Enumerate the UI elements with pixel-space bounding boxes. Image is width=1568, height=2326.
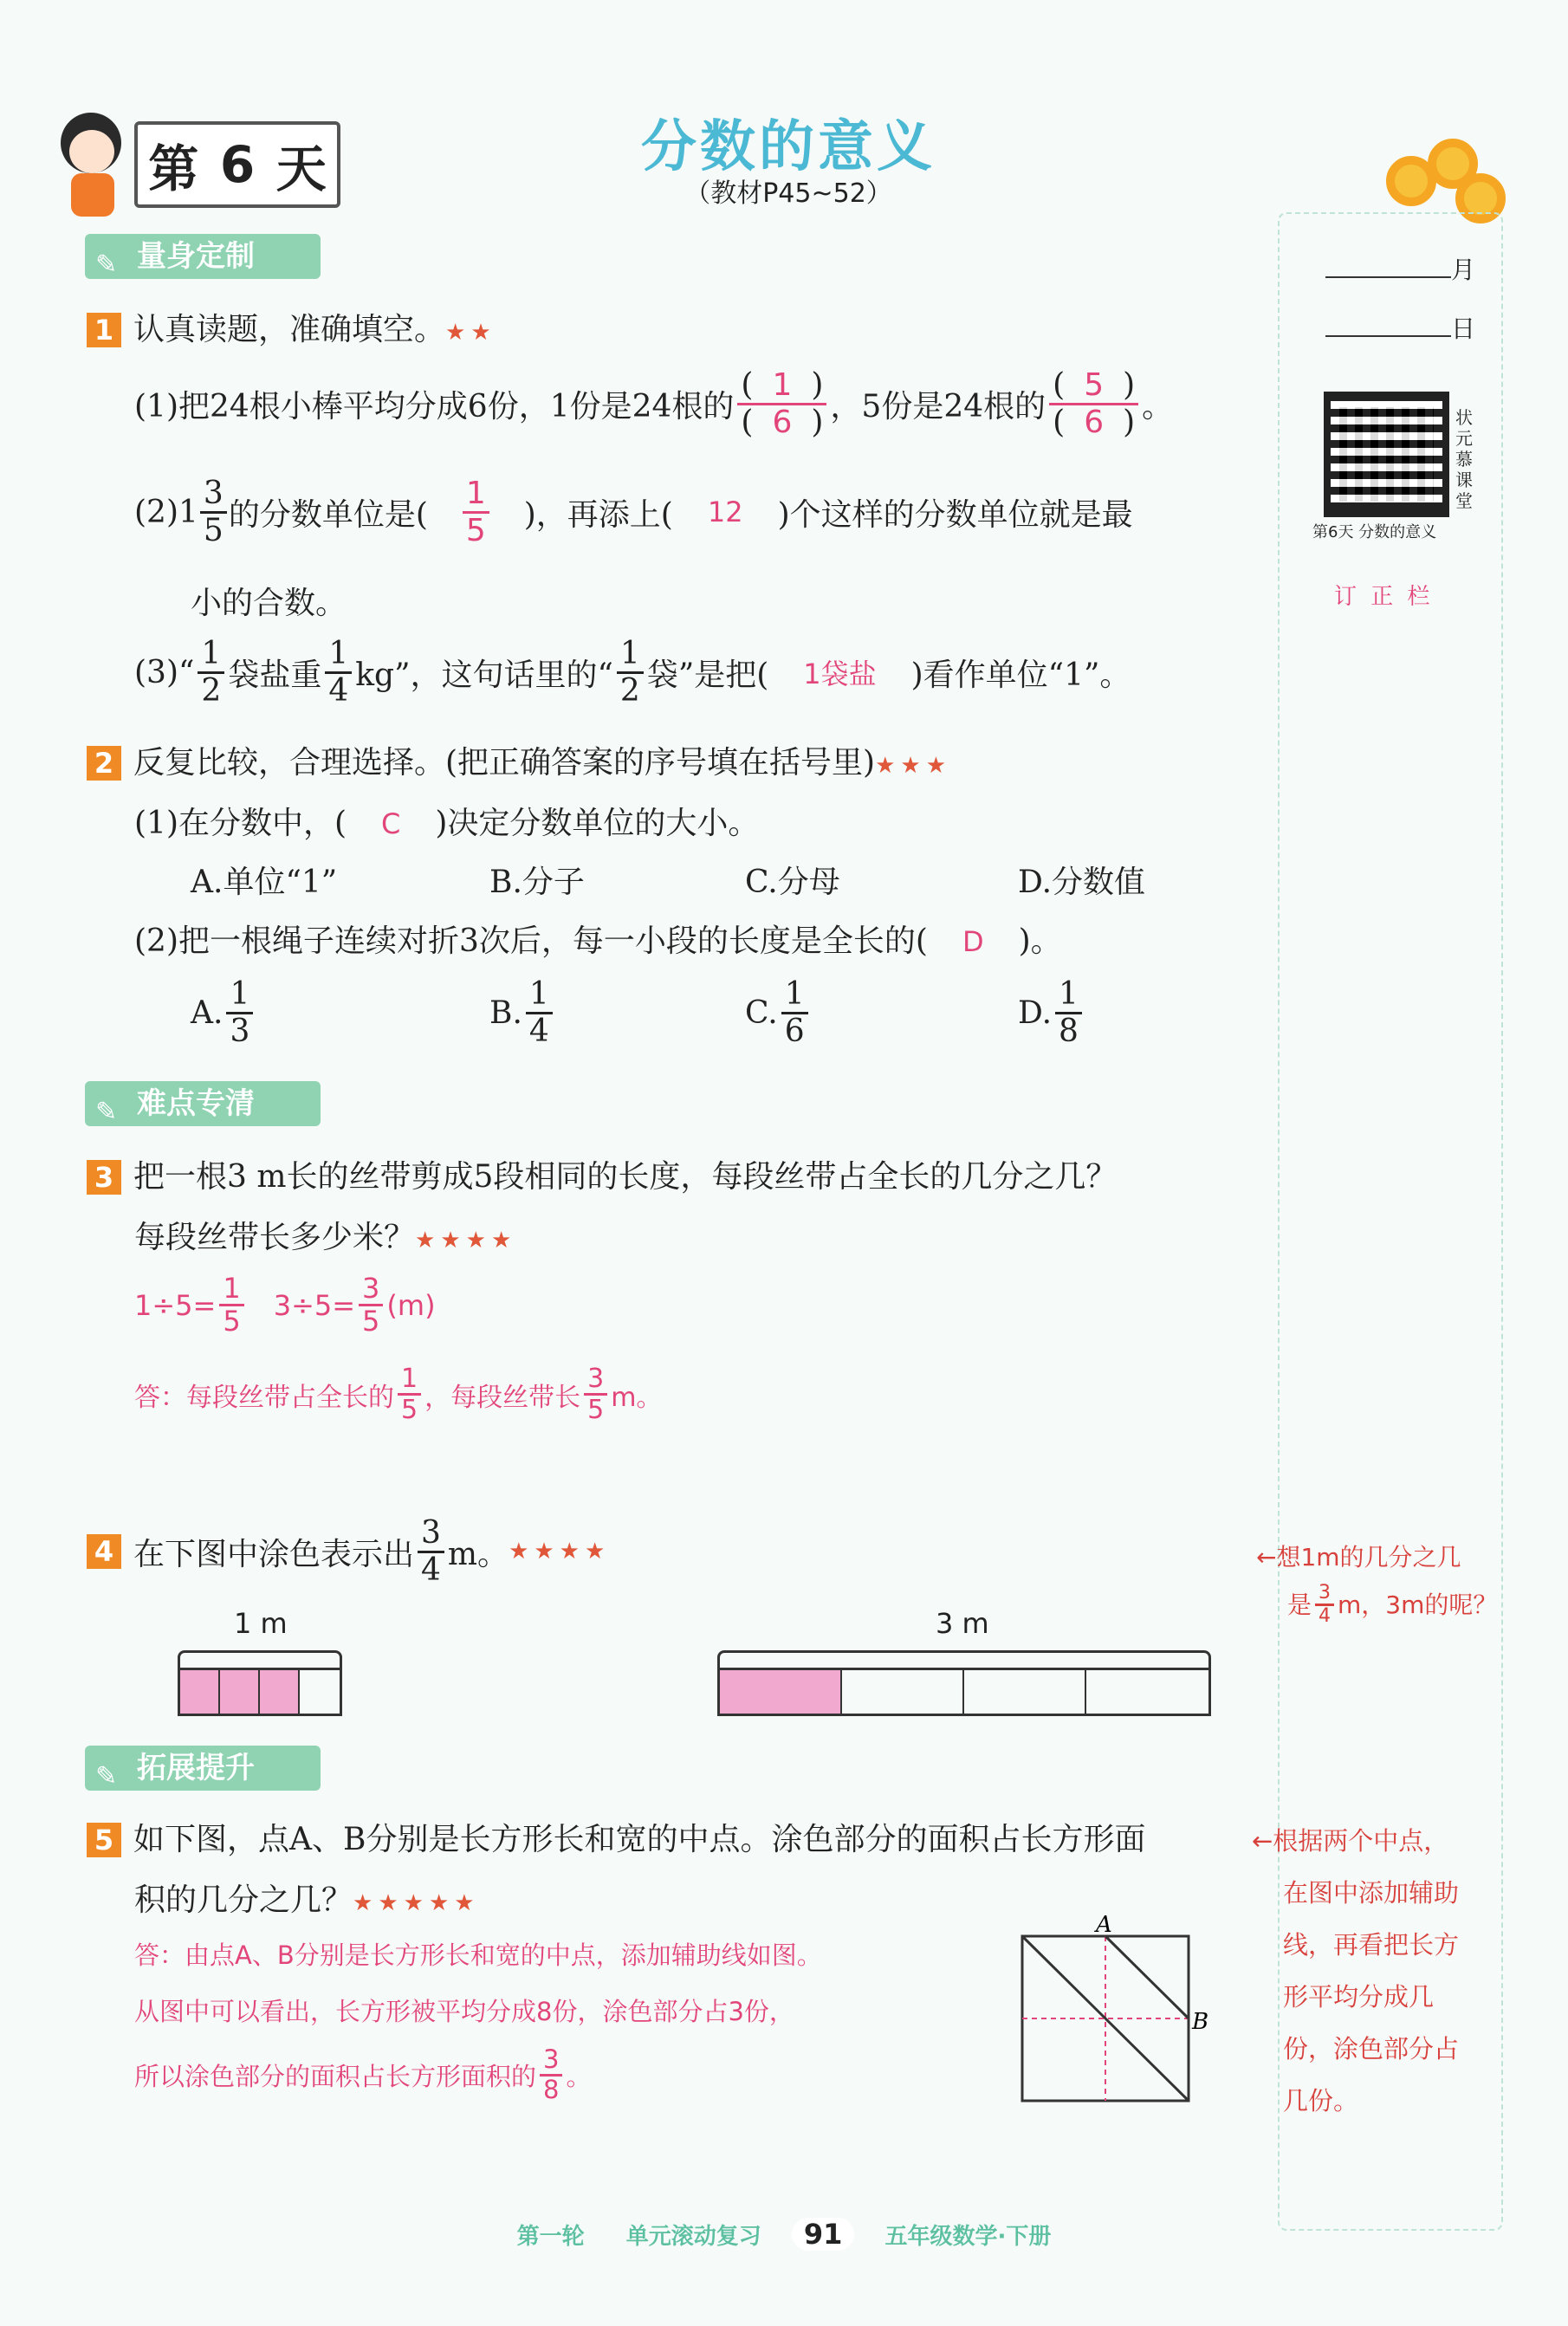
- rectangle-diagram: [1005, 1915, 1213, 2122]
- text: 袋盐重: [228, 657, 322, 693]
- hint-line: 几份。: [1283, 2086, 1359, 2115]
- fraction: [398, 1364, 421, 1424]
- bar2-brace: [717, 1650, 1211, 1668]
- text: (2)1: [134, 494, 198, 530]
- q3-text: 把一根3 m长的丝带剪成5段相同的长度，每段丝带占全长的几分之几？: [133, 1159, 1118, 1195]
- day-badge: [134, 121, 340, 208]
- text: ，5份是24根的: [830, 388, 1046, 424]
- section-tag-extension: [85, 1746, 321, 1791]
- q5-heading-cont: [134, 1876, 480, 1920]
- qr-caption: 第6天 分数的意义: [1312, 523, 1437, 541]
- num: 1: [325, 637, 352, 674]
- text: 积的几分之几？: [134, 1882, 353, 1918]
- q4-text: 在下图中涂色表示出: [133, 1536, 415, 1572]
- answer: 1袋盐: [803, 658, 877, 691]
- day-char-1: 第: [148, 139, 199, 198]
- q3-heading: [87, 1152, 1117, 1196]
- den: 4: [421, 1552, 441, 1588]
- fraction: [198, 637, 224, 708]
- question-number: 1: [87, 313, 121, 347]
- q5-heading: [87, 1815, 1145, 1859]
- difficulty-stars: ★★★: [875, 753, 952, 779]
- q2-part1: [134, 799, 759, 843]
- section-title: 拓展提升: [137, 1751, 255, 1785]
- difficulty-stars: ★★★★★: [353, 1890, 480, 1916]
- q2-heading: [87, 738, 951, 782]
- text: )个这样的分数单位就是最: [777, 496, 1133, 533]
- text: )决定分数单位的大小。: [435, 806, 760, 841]
- text: 3÷5=: [273, 1288, 356, 1322]
- day-char-3: 天: [275, 139, 327, 198]
- hint-line: m，3m的呢？: [1338, 1591, 1498, 1620]
- q2-option-b[interactable]: B.分子: [489, 865, 585, 900]
- footer: [0, 2218, 1568, 2251]
- q1-part2-cont: 小的合数。: [191, 586, 347, 621]
- q2-part2: [134, 917, 1062, 961]
- text: (2)把一根绳子连续对折3次后，每一小段的长度是全长的(: [134, 923, 928, 959]
- den: 5: [587, 1395, 605, 1425]
- q3-answer: [134, 1364, 662, 1424]
- ans: 5: [1084, 367, 1105, 403]
- den: 2: [619, 672, 640, 709]
- hint-line: 在图中添加辅助: [1283, 1878, 1460, 1908]
- question-number: 3: [87, 1160, 121, 1195]
- qr-vertical-label: 状元慕课堂: [1455, 407, 1473, 511]
- fraction: [1315, 1583, 1334, 1627]
- q2p2-option-c[interactable]: [745, 977, 812, 1048]
- fraction: [584, 1364, 607, 1424]
- q5-answer-line3: [134, 2046, 591, 2104]
- pencil-icon: ✎: [95, 1097, 118, 1127]
- num: 1: [617, 637, 644, 674]
- fraction: [1055, 977, 1082, 1048]
- den: 4: [1319, 1605, 1332, 1628]
- text: )，再添上(: [523, 496, 673, 533]
- hint-line: 是: [1287, 1591, 1312, 1620]
- page-subtitle: （教材P45~52）: [684, 178, 892, 209]
- q4-hint: [1256, 1540, 1497, 1628]
- text: m。: [611, 1382, 663, 1413]
- num: 3: [584, 1364, 607, 1396]
- label: B.: [489, 995, 522, 1031]
- fraction: [219, 1273, 243, 1337]
- month-label: 月: [1451, 256, 1476, 284]
- mixed-fraction: [200, 476, 227, 547]
- section-tag-difficult: [85, 1081, 321, 1126]
- answer: C: [381, 807, 401, 840]
- q3-heading-cont: [134, 1213, 516, 1257]
- section-title: 难点专清: [137, 1086, 255, 1121]
- q1-part2: [134, 476, 1133, 547]
- text: 所以涂色部分的面积占长方形面积的: [134, 2061, 537, 2091]
- fraction: [359, 1273, 383, 1337]
- day-number: 6: [219, 135, 256, 194]
- q3-work: [134, 1273, 436, 1337]
- answer-fraction: ( 5 ) ( 6 ): [1049, 368, 1138, 439]
- label: C.: [745, 995, 778, 1031]
- point-b-label: B: [1192, 2009, 1209, 2035]
- q1-heading: [87, 305, 496, 349]
- hint-line: ←根据两个中点，: [1252, 1826, 1449, 1856]
- den: 8: [1059, 1013, 1079, 1049]
- fraction: [226, 977, 253, 1048]
- text: ，每段丝带长: [424, 1382, 581, 1413]
- section-title: 量身定制: [137, 239, 255, 274]
- page-number: 91: [792, 2218, 855, 2251]
- q2p2-option-a[interactable]: [191, 977, 256, 1048]
- text: 答：每段丝带占全长的: [134, 1382, 394, 1413]
- point-a-label: A: [1096, 1915, 1112, 1938]
- den: 8: [543, 2074, 560, 2104]
- answer: 12: [707, 496, 743, 529]
- pencil-icon: ✎: [95, 249, 118, 280]
- den: 3: [230, 1013, 250, 1049]
- text: )看作单位“1”。: [910, 657, 1131, 693]
- q2-option-c[interactable]: C.分母: [745, 865, 840, 900]
- bar-3m[interactable]: [717, 1668, 1211, 1716]
- q2p2-option-b[interactable]: [489, 977, 556, 1048]
- num: 1: [463, 476, 489, 514]
- den: 5: [465, 512, 486, 548]
- num: 3: [540, 2046, 562, 2077]
- ans: 1: [772, 367, 793, 403]
- question-number: 4: [87, 1534, 121, 1569]
- footer-left: 第一轮: [516, 2224, 585, 2250]
- q2p2-option-d[interactable]: [1018, 977, 1085, 1048]
- text: kg”，这句话里的“: [355, 657, 613, 693]
- q1-part1: [134, 368, 1173, 439]
- text: 的分数单位是(: [228, 496, 428, 533]
- num: 3: [1315, 1583, 1334, 1606]
- text: 每段丝带长多少米？: [134, 1220, 416, 1255]
- q5-hint: [1252, 1815, 1459, 2127]
- question-number: 5: [87, 1823, 121, 1857]
- qr-code[interactable]: [1324, 392, 1449, 517]
- label: A.: [191, 995, 224, 1031]
- hint-line: 份，涂色部分占: [1283, 2034, 1460, 2064]
- den: 5: [362, 1305, 380, 1338]
- q2-option-a[interactable]: A.单位“1”: [191, 865, 338, 900]
- page-title: 分数的意义: [641, 115, 936, 179]
- footer-right: 五年级数学·下册: [884, 2224, 1052, 2250]
- section-tag-tailored: [85, 234, 321, 279]
- num: 3: [200, 476, 227, 514]
- question-number: 2: [87, 746, 121, 781]
- num: 1: [526, 977, 553, 1014]
- girl-mascot: [52, 104, 134, 217]
- den: 6: [784, 1013, 805, 1049]
- den: 2: [201, 672, 222, 709]
- hint-line: 线，再看把长方: [1283, 1930, 1460, 1960]
- text: (3)“: [134, 654, 195, 690]
- fraction: [617, 637, 644, 708]
- footer-mid: 单元滚动复习: [625, 2224, 761, 2250]
- fraction: [325, 637, 352, 708]
- den: 4: [528, 1013, 549, 1049]
- num: 1: [781, 977, 808, 1014]
- q4-heading: [87, 1516, 610, 1587]
- num: 1: [198, 637, 224, 674]
- bar1-brace: [178, 1650, 342, 1668]
- day-label: 日: [1451, 314, 1476, 343]
- fraction: [418, 1516, 444, 1587]
- q1-text: 认真读题，准确填空。: [133, 312, 446, 347]
- hint-line: 形平均分成几: [1283, 1982, 1435, 2012]
- difficulty-stars: ★★: [445, 320, 496, 346]
- num: 1: [398, 1364, 421, 1396]
- month-field[interactable]: [1325, 251, 1475, 286]
- q2-text: 反复比较，合理选择。(把正确答案的序号填在括号里): [133, 745, 876, 781]
- answer: D: [962, 925, 984, 958]
- answer-fraction: [463, 476, 489, 547]
- ans: 6: [772, 404, 793, 440]
- label: D.: [1018, 995, 1053, 1031]
- q5-answer-line2: 从图中可以看出，长方形被平均分成8份，涂色部分占3份，: [134, 1997, 794, 2026]
- text: 。: [1142, 388, 1174, 424]
- fraction: [526, 977, 553, 1048]
- text: 。: [566, 2061, 592, 2091]
- den: 5: [203, 512, 224, 548]
- q5-text: 如下图，点A、B分别是长方形长和宽的中点。涂色部分的面积占长方形面: [133, 1822, 1146, 1857]
- difficulty-stars: ★★★★: [415, 1228, 517, 1254]
- q1-part3: [134, 637, 1131, 708]
- den: 5: [223, 1305, 241, 1338]
- bar1-label: 1 m: [234, 1607, 288, 1640]
- text: (m): [386, 1288, 436, 1322]
- den: 5: [401, 1395, 418, 1425]
- num: 1: [219, 1273, 243, 1306]
- bar2-label: 3 m: [936, 1607, 989, 1640]
- ans: 6: [1084, 404, 1105, 440]
- fraction: [781, 977, 808, 1048]
- text: (1)把24根小棒平均分成6份，1份是24根的: [134, 388, 735, 424]
- num: 1: [226, 977, 253, 1014]
- unit: m。: [447, 1536, 509, 1572]
- text: (1)在分数中，(: [134, 806, 347, 841]
- den: 4: [328, 672, 349, 709]
- correction-label: 订 正 栏: [1334, 584, 1434, 610]
- q5-answer-line1: 答：由点A、B分别是长方形长和宽的中点，添加辅助线如图。: [134, 1940, 822, 1970]
- text: 袋”是把(: [646, 657, 769, 693]
- day-field[interactable]: [1325, 310, 1475, 345]
- difficulty-stars: ★★★★: [509, 1539, 611, 1565]
- num: 3: [418, 1516, 444, 1553]
- bar-1m[interactable]: [178, 1668, 342, 1716]
- q2-option-d[interactable]: D.分数值: [1018, 865, 1146, 900]
- fraction: [540, 2046, 562, 2104]
- num: 3: [359, 1273, 383, 1306]
- answer-fraction: ( 1 ) ( 6 ): [737, 368, 826, 439]
- hint-line: ←想1m的几分之几: [1256, 1543, 1461, 1571]
- num: 1: [1055, 977, 1082, 1014]
- pencil-icon: ✎: [95, 1761, 118, 1791]
- text: 1÷5=: [134, 1288, 217, 1322]
- text: )。: [1018, 923, 1062, 959]
